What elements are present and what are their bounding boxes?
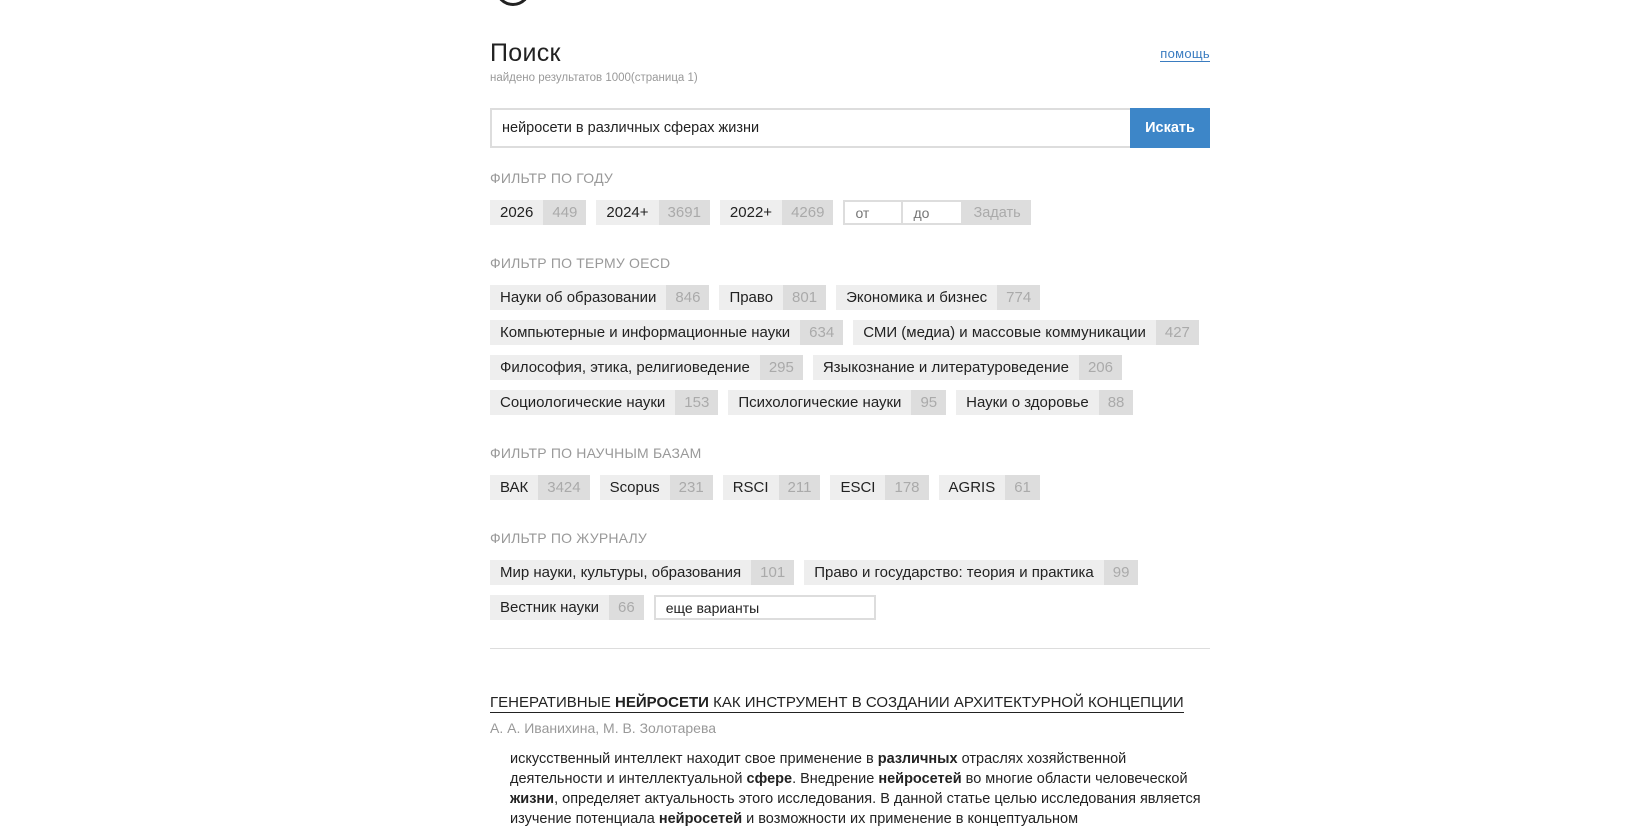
oecd-filter bbox=[490, 285, 1210, 425]
year-set-button[interactable]: Задать bbox=[963, 200, 1030, 225]
chip-count: 449 bbox=[543, 200, 586, 225]
chip-count: 774 bbox=[997, 285, 1040, 310]
result-authors: А. А. Иванихина, М. В. Золотарева bbox=[490, 720, 717, 736]
result-title-highlight: НЕЙРОСЕТИ bbox=[615, 694, 709, 711]
chip-label: ESCI bbox=[830, 475, 885, 500]
oecd-chip[interactable] bbox=[490, 285, 709, 310]
chip-label: 2026 bbox=[490, 200, 543, 225]
chip-label: Право и государство: теория и практика bbox=[804, 560, 1104, 585]
abstract-text: во многие области человеческой bbox=[961, 771, 1188, 787]
oecd-chip[interactable] bbox=[490, 320, 843, 345]
result-title-part: КАК ИНСТРУМЕНТ В СОЗДАНИИ АРХИТЕКТУРНОЙ КОНЦЕПЦИИ bbox=[708, 694, 1184, 711]
chip-count: 178 bbox=[885, 475, 928, 500]
chip-count: 427 bbox=[1156, 320, 1199, 345]
result-abstract bbox=[510, 749, 1210, 829]
abstract-highlight: нейросетей bbox=[878, 771, 962, 787]
abstract-text: отраслях хозяйственной деятельности и интеллектуальной bbox=[510, 751, 1127, 787]
chip-label: Философия, этика, религиоведение bbox=[490, 355, 760, 380]
chip-label: 2022+ bbox=[720, 200, 782, 225]
site-logo[interactable] bbox=[495, 0, 531, 6]
base-filter bbox=[490, 475, 1210, 510]
oecd-chip[interactable] bbox=[853, 320, 1199, 345]
abstract-highlight: жизни bbox=[510, 791, 555, 807]
abstract-text: , определяет актуальность этого исследования. В данной статье целью исследования является изучение потенциала bbox=[510, 791, 1201, 827]
chip-count: 3424 bbox=[538, 475, 589, 500]
chip-count: 295 bbox=[760, 355, 803, 380]
chip-count: 801 bbox=[783, 285, 826, 310]
chip-label: RSCI bbox=[723, 475, 779, 500]
year-from-input[interactable] bbox=[843, 200, 903, 225]
page-title: Поиск bbox=[490, 39, 561, 67]
chip-label: AGRIS bbox=[939, 475, 1006, 500]
abstract-highlight: различных bbox=[877, 751, 958, 767]
base-chip[interactable] bbox=[939, 475, 1040, 500]
chip-label: Науки о здоровье bbox=[956, 390, 1099, 415]
chip-count: 66 bbox=[609, 595, 644, 620]
year-to-input[interactable] bbox=[903, 200, 963, 225]
base-filter-heading: ФИЛЬТР ПО НАУЧНЫМ БАЗАМ bbox=[490, 445, 702, 461]
result-title-link[interactable] bbox=[490, 694, 1184, 713]
chip-count: 231 bbox=[670, 475, 713, 500]
oecd-chip[interactable] bbox=[490, 355, 803, 380]
oecd-filter-heading: ФИЛЬТР ПО ТЕРМУ OECD bbox=[490, 255, 671, 271]
base-chip[interactable] bbox=[830, 475, 928, 500]
chip-count: 61 bbox=[1005, 475, 1040, 500]
journal-chip[interactable] bbox=[804, 560, 1138, 585]
base-chip[interactable] bbox=[490, 475, 590, 500]
abstract-text: и возможности их применение в концептуальном bbox=[742, 811, 1079, 827]
journal-filter bbox=[490, 560, 1210, 630]
oecd-chip[interactable] bbox=[956, 390, 1133, 415]
chip-label: Экономика и бизнес bbox=[836, 285, 997, 310]
chip-label: Науки об образовании bbox=[490, 285, 666, 310]
base-chip[interactable] bbox=[600, 475, 713, 500]
year-range bbox=[843, 200, 1030, 225]
search-button[interactable]: Искать bbox=[1130, 108, 1210, 148]
search-bar bbox=[490, 108, 1210, 148]
result-title-part: ГЕНЕРАТИВНЫЕ bbox=[490, 694, 616, 711]
journal-chip[interactable] bbox=[490, 560, 794, 585]
abstract-text: искусственный интеллект находит свое применение в bbox=[510, 751, 878, 767]
chip-label: 2024+ bbox=[596, 200, 658, 225]
journal-chip[interactable] bbox=[490, 595, 644, 620]
chip-count: 101 bbox=[751, 560, 794, 585]
chip-label: Языкознание и литературоведение bbox=[813, 355, 1079, 380]
chip-count: 846 bbox=[666, 285, 709, 310]
chip-count: 153 bbox=[675, 390, 718, 415]
chip-count: 95 bbox=[911, 390, 946, 415]
year-filter-heading: ФИЛЬТР ПО ГОДУ bbox=[490, 170, 614, 186]
results-count: найдено результатов 1000(страница 1) bbox=[490, 72, 698, 84]
chip-count: 206 bbox=[1079, 355, 1122, 380]
base-chip[interactable] bbox=[723, 475, 821, 500]
year-chip[interactable] bbox=[720, 200, 834, 225]
oecd-chip[interactable] bbox=[836, 285, 1040, 310]
chip-label: Мир науки, культуры, образования bbox=[490, 560, 751, 585]
oecd-chip[interactable] bbox=[728, 390, 946, 415]
oecd-chip[interactable] bbox=[490, 390, 718, 415]
chip-label: Scopus bbox=[600, 475, 670, 500]
year-chip[interactable] bbox=[596, 200, 710, 225]
chip-label: Компьютерные и информационные науки bbox=[490, 320, 800, 345]
year-chip[interactable] bbox=[490, 200, 586, 225]
journal-more-input[interactable] bbox=[654, 595, 876, 620]
chip-count: 99 bbox=[1104, 560, 1139, 585]
chip-count: 634 bbox=[800, 320, 843, 345]
chip-label: Вестник науки bbox=[490, 595, 609, 620]
year-filter bbox=[490, 200, 1210, 235]
chip-label: Психологические науки bbox=[728, 390, 911, 415]
abstract-highlight: нейросетей bbox=[658, 811, 743, 827]
chip-count: 4269 bbox=[782, 200, 833, 225]
search-input[interactable] bbox=[490, 108, 1130, 148]
chip-label: Право bbox=[719, 285, 783, 310]
chip-count: 3691 bbox=[659, 200, 710, 225]
journal-filter-heading: ФИЛЬТР ПО ЖУРНАЛУ bbox=[490, 530, 648, 546]
chip-label: ВАК bbox=[490, 475, 538, 500]
divider bbox=[490, 648, 1210, 649]
chip-label: СМИ (медиа) и массовые коммуникации bbox=[853, 320, 1156, 345]
help-link[interactable]: помощь bbox=[1160, 46, 1210, 61]
oecd-chip[interactable] bbox=[719, 285, 826, 310]
abstract-text: . Внедрение bbox=[792, 771, 879, 787]
chip-label: Социологические науки bbox=[490, 390, 675, 415]
chip-count: 88 bbox=[1099, 390, 1134, 415]
chip-count: 211 bbox=[779, 475, 821, 500]
abstract-highlight: сфере bbox=[746, 771, 793, 787]
oecd-chip[interactable] bbox=[813, 355, 1122, 380]
